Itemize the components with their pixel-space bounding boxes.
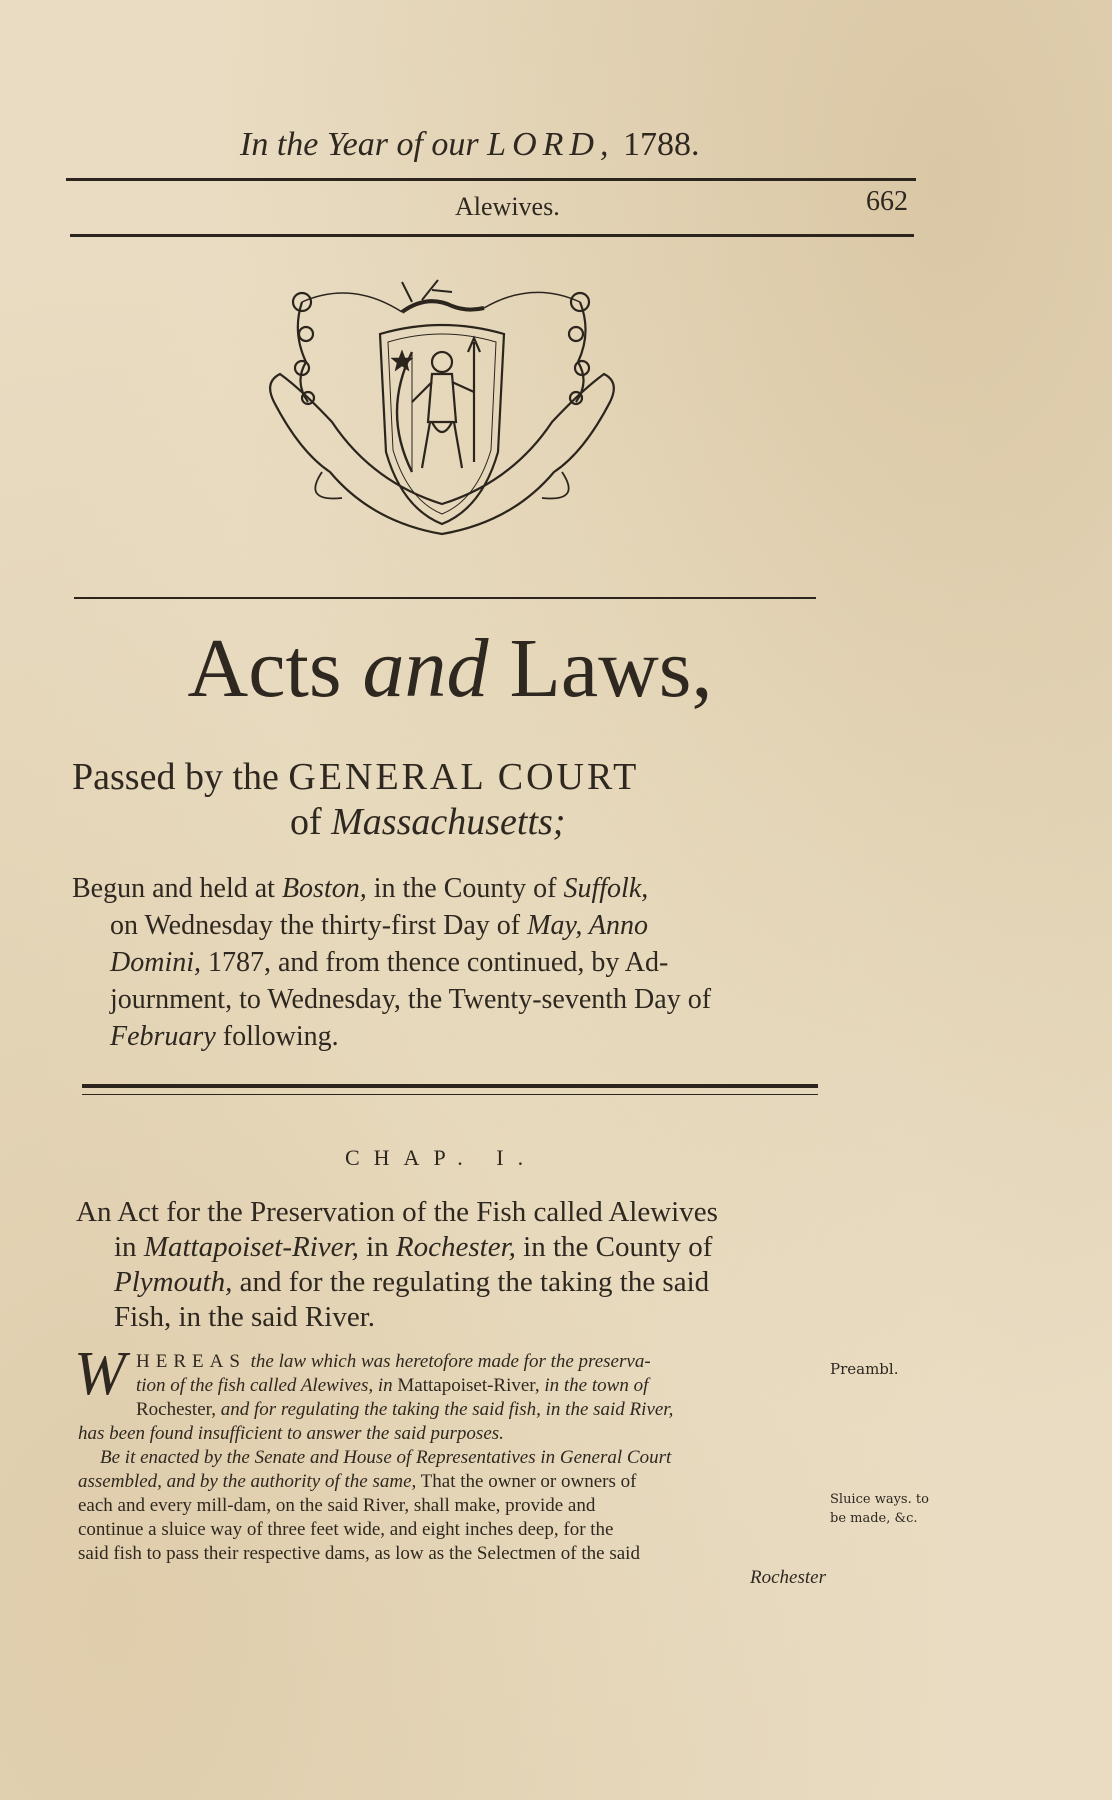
act-body [74,1340,826,1590]
state-name: Massachusetts; [331,801,566,843]
body-line-3: Rochester, and for regulating the taking the said fish, in the said River, [136,1399,674,1420]
catchword: Rochester [750,1567,826,1588]
body-line-6: assembled, and by the authority of the same, That the owner or owners of [78,1471,637,1492]
title-laws: Laws, [509,622,713,715]
header-rule-bottom [70,234,914,237]
body-line-2: tion of the fish called Alewives, in Mattapoiset-River, in the town of [136,1375,649,1396]
page-title [0,620,900,717]
header-rule-top [66,178,916,181]
seal-star [391,350,413,371]
running-head-prefix: In the Year of our [240,126,479,163]
session-line-1: Begun and held at Boston, in the County of Suffolk, [72,873,649,904]
act-title-line-1: An Act for the Preservation of the Fish called Alewives [76,1196,718,1228]
session-line-2: on Wednesday the thirty-first Day of May, Anno [110,910,648,941]
passed-by-line [72,755,824,799]
body-line-1: HEREAS the law which was heretofore made for the preserva- [136,1351,651,1372]
figure-head [432,352,452,372]
session-paragraph [72,870,822,1055]
of-massachusetts-line [290,800,565,844]
drop-cap: W [74,1340,126,1408]
margin-note-sluice-2: be made, &c. [830,1511,918,1526]
margin-note-sluice [830,1490,929,1528]
title-acts: Acts [187,622,342,715]
subject-heading: Alewives. [455,192,560,221]
passed-by-lead: Passed by the [72,756,279,798]
of-lead: of [290,801,322,843]
running-head-year: 1788. [622,126,700,163]
massachusetts-seal [262,272,622,557]
right-garland [576,302,586,402]
running-head-lord: LORD, [487,126,615,163]
body-line-5: Be it enacted by the Senate and House of Representatives in General Court [100,1447,672,1468]
figure-arrow [468,338,480,462]
figure-body [428,374,456,422]
chapter-heading: CHAP. I. [345,1145,538,1170]
motto-ribbon [270,374,614,534]
page-number: 662 [866,186,908,217]
act-title [76,1195,826,1335]
figure-bow [397,352,412,472]
act-title-line-3: Plymouth, and for the regulating the taking the said [114,1266,710,1298]
running-head [240,126,699,164]
act-title-line-4: Fish, in the said River. [114,1301,375,1333]
margin-note-preamble: Preambl. [830,1360,899,1378]
body-line-9: said fish to pass their respective dams, as low as the Selectmen of the said [78,1543,640,1564]
session-line-3: Domini, 1787, and from thence continued, by Ad- [110,947,669,978]
section-rule-thick [82,1084,818,1088]
left-garland [298,302,308,402]
seal-rule [74,597,816,599]
act-title-line-2: in Mattapoiset-River, in Rochester, in the County of [114,1231,713,1263]
section-rule-thin [82,1094,818,1095]
margin-note-sluice-1: Sluice ways. to [830,1492,929,1507]
general-court: GENERAL COURT [288,756,640,798]
crest-arm [402,301,484,312]
session-line-5: February following. [110,1021,339,1052]
session-line-4: journment, to Wednesday, the Twenty-seventh Day of [110,984,712,1015]
body-line-7: each and every mill-dam, on the said River, shall make, provide and [78,1495,596,1516]
title-and: and [362,622,489,715]
body-line-8: continue a sluice way of three feet wide, and eight inches deep, for the [78,1519,614,1540]
body-line-4: has been found insufficient to answer the said purposes. [78,1423,504,1444]
